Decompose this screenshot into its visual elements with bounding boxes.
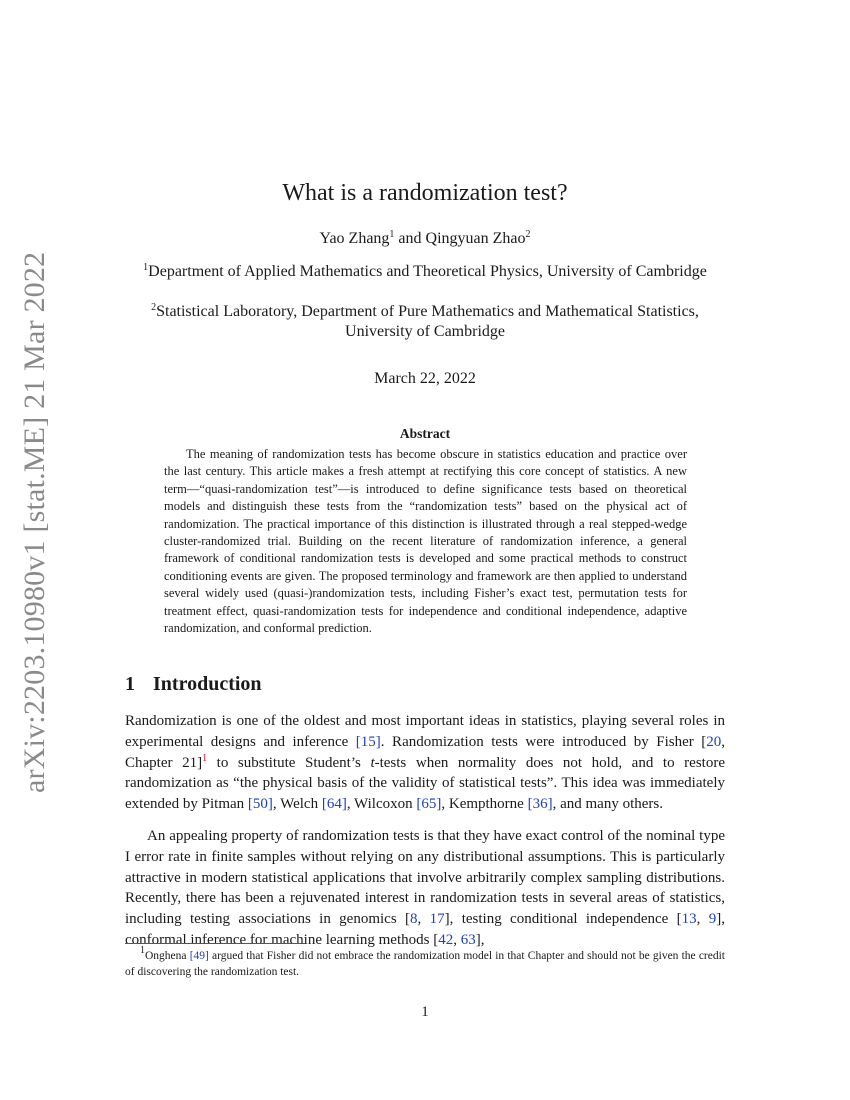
citation-link[interactable]: [65] — [416, 796, 442, 813]
text-run: , — [417, 911, 430, 928]
text-run: ], testing conditional independence [ — [444, 911, 682, 928]
page-number: 1 — [421, 1004, 429, 1020]
author-name: Yao Zhang — [319, 230, 390, 247]
affiliation-mark: 1 — [143, 262, 149, 273]
affiliation — [125, 262, 725, 282]
text-run: , Chapter 21] — [125, 733, 725, 771]
text-run: Randomization is one of the oldest and most important ideas in statistics, playing several roles in experimental designs and inference — [125, 713, 725, 750]
footnote — [125, 945, 726, 980]
body-paragraph — [125, 826, 725, 951]
section-title: Introduction — [153, 673, 262, 695]
citation-link[interactable]: 17 — [429, 911, 445, 928]
author-affiliation-mark: 2 — [525, 229, 531, 240]
author-conjunction: and — [394, 230, 426, 247]
citation-link[interactable]: [64] — [321, 796, 347, 813]
text-run: . Randomization tests were introduced by Fisher [ — [380, 733, 707, 750]
footnote-mark: 1 — [140, 945, 145, 956]
text-run: , — [453, 931, 461, 948]
publication-date: March 22, 2022 — [374, 370, 476, 387]
abstract-text: The meaning of randomization tests has become obscure in statistics education and practice over the last century. This article makes a fresh attempt at rectifying this core concept of statistics. A new term—“quasi-randomization test”—is introduced to define significance tests based on theoretical models and distinguish these tests from the “randomization tests” based on the physical act of randomization. The practical importance of this distinction is illustrated through a real stepped-wedge cluster-randomized trial. Building on the recent literature of randomization inference, a general framework of conditional randomization tests is developed and some practical methods to construct conditioning events are given. The proposed terminology and framework are then applied to understand several widely used (quasi-)randomization tests, including Fisher’s exact test, permutation tests for treatment effect, quasi-randomization tests for independence and conditional independence, adaptive randomization, and conformal prediction. — [164, 447, 687, 636]
paper-title: What is a randomization test? — [282, 180, 568, 206]
body-paragraph — [125, 711, 725, 815]
citation-link[interactable]: [36] — [527, 796, 553, 813]
text-run: argued that Fisher did not embrace the randomization model in that Chapter and should not be given the credit of discovering the randomization test. — [125, 950, 726, 978]
section-number: 1 — [125, 673, 135, 695]
citation-link[interactable]: 8 — [410, 911, 418, 928]
text-run: , Wilcoxon — [346, 796, 417, 813]
affiliation-text: Department of Applied Mathematics and Theoretical Physics, University of Cambridge — [148, 263, 707, 280]
citation-link[interactable]: [50] — [247, 796, 273, 813]
text-run: ], conformal inference for machine learning methods [ — [125, 911, 726, 948]
citation-link[interactable]: 13 — [681, 911, 697, 928]
citation-link[interactable]: [49] — [189, 950, 209, 962]
text-run: , and many others. — [552, 796, 663, 813]
citation-link[interactable]: [15] — [355, 733, 381, 750]
arxiv-identifier-stamp: arXiv:2203.10980v1 [stat.ME] 21 Mar 2022 — [18, 251, 51, 793]
footnote-divider — [125, 943, 305, 944]
text-run: ], — [475, 931, 485, 948]
citation-link[interactable]: 20 — [706, 733, 722, 750]
abstract-heading: Abstract — [399, 426, 451, 441]
author-name: Qingyuan Zhao — [425, 230, 526, 247]
citation-link[interactable]: 42 — [438, 931, 454, 948]
affiliation-text: Statistical Laboratory, Department of Pure Mathematics and Mathematical Statistics, University of Cambridge — [156, 303, 699, 340]
text-run: An appealing property of randomization tests is that they have exact control of the nominal type I error rate in finite samples without relying on any distributional assumptions. This is particularly attractive in modern statistical applications that involve arbitrarily complex sampling distributions. Recently, there has been a rejuvenated interest in randomization tests in several areas of statistics, including testing associations in genomics [ — [125, 828, 725, 928]
author-line — [125, 230, 725, 248]
text-run: , Welch — [272, 796, 322, 813]
italic-symbol: t — [370, 754, 375, 771]
citation-link[interactable]: 9 — [708, 911, 717, 928]
text-run: , — [696, 911, 709, 928]
citation-link[interactable]: 63 — [460, 931, 476, 948]
affiliation — [125, 302, 725, 342]
text-run: , Kempthorne — [441, 796, 528, 813]
author-affiliation-mark: 1 — [389, 229, 395, 240]
section-heading — [125, 673, 262, 696]
affiliation-mark: 2 — [151, 302, 157, 313]
text-run: -tests when normality does not hold, and to restore randomization as “the physical basis of the validity of statistical tests”. This idea was immediately extended by Pitman — [125, 754, 725, 813]
text-run: Onghena — [145, 950, 190, 962]
footnote-reference[interactable]: 1 — [202, 752, 208, 764]
text-run: to substitute Student’s — [207, 754, 371, 771]
